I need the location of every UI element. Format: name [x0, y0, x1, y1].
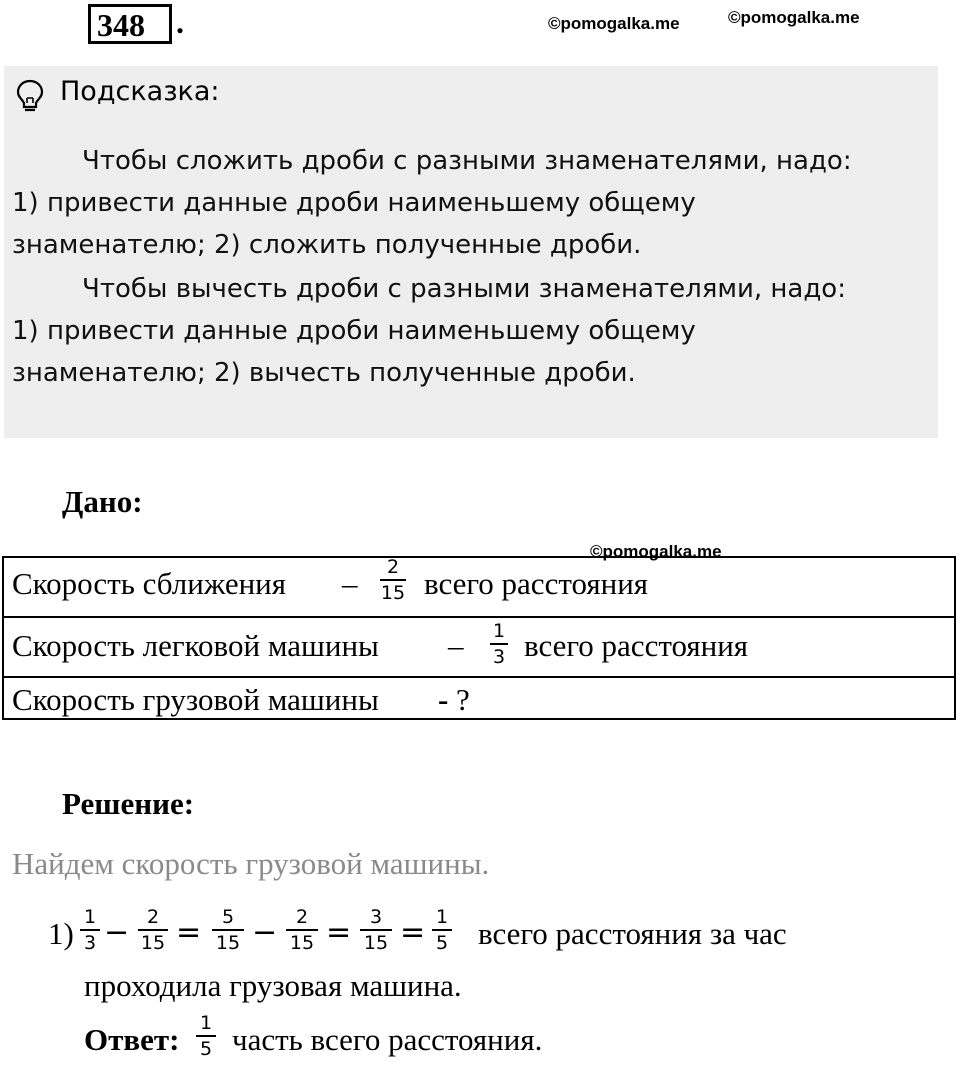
- hint-line: знаменателю; 2) вычесть полученные дроби.: [12, 358, 636, 388]
- fraction-numerator: 1: [199, 1012, 213, 1034]
- fraction-denominator: 15: [140, 932, 166, 954]
- given-row-1-dash: –: [342, 566, 358, 601]
- step-text-line-2: проходила грузовая машина.: [84, 968, 462, 1003]
- fraction-denominator: 5: [199, 1038, 213, 1060]
- solution-intro: Найдем скорость грузовой машины.: [12, 846, 490, 881]
- fraction-numerator: 2: [386, 556, 400, 578]
- given-row-3-unknown: ?: [456, 682, 470, 717]
- fraction-numerator: 1: [435, 906, 449, 928]
- fraction-bar: [286, 929, 318, 931]
- expr-operator: −: [104, 915, 130, 950]
- expr-fraction: [138, 906, 168, 954]
- fraction-numerator: 5: [221, 906, 235, 928]
- fraction-bar: [380, 579, 406, 581]
- watermark: ©pomogalka.me: [548, 14, 680, 33]
- answer-label: Ответ:: [84, 1022, 180, 1057]
- fraction-bar: [432, 929, 452, 931]
- hint-line: Чтобы сложить дроби с разными знаменателями, надо:: [82, 146, 852, 176]
- fraction-denominator: 3: [492, 646, 506, 668]
- fraction-numerator: 2: [295, 906, 309, 928]
- step-text-line-1: всего расстояния за час: [478, 916, 787, 951]
- hint-line: 1) привести данные дроби наименьшему общему: [12, 316, 696, 346]
- given-row-2-label: Скорость легковой машины: [12, 628, 379, 663]
- table-divider: [4, 676, 954, 678]
- expr-operator: =: [400, 915, 426, 950]
- answer-fraction: [196, 1012, 216, 1060]
- given-row-1-fraction: [380, 556, 406, 604]
- given-row-2-dash: –: [448, 628, 464, 663]
- expr-fraction: [360, 906, 392, 954]
- fraction-denominator: 5: [435, 932, 449, 954]
- fraction-numerator: 1: [83, 906, 97, 928]
- watermark: ©pomogalka.me: [728, 8, 860, 27]
- expr-fraction: [80, 906, 100, 954]
- fraction-bar: [80, 929, 100, 931]
- fraction-denominator: 15: [363, 932, 389, 954]
- hint-line: Чтобы вычесть дроби с разными знаменателями, надо:: [82, 274, 846, 304]
- fraction-denominator: 15: [289, 932, 315, 954]
- fraction-denominator: 3: [83, 932, 97, 954]
- expr-operator: =: [176, 915, 202, 950]
- fraction-numerator: 1: [492, 620, 506, 642]
- watermark: ©pomogalka.me: [590, 542, 722, 561]
- given-row-2-fraction: [490, 620, 508, 668]
- hint-line: 1) привести данные дроби наименьшему общему: [12, 188, 696, 218]
- table-divider: [4, 616, 954, 618]
- task-number-dot: .: [176, 4, 184, 40]
- expr-fraction: [212, 906, 244, 954]
- fraction-numerator: 2: [146, 906, 160, 928]
- lightbulb-icon: [14, 78, 46, 114]
- given-row-1-label: Скорость сближения: [12, 566, 287, 601]
- expr-operator: −: [252, 915, 278, 950]
- fraction-bar: [138, 929, 168, 931]
- hint-title: Подсказка:: [60, 76, 220, 107]
- fraction-bar: [212, 929, 244, 931]
- fraction-numerator: 3: [369, 906, 383, 928]
- answer-text: часть всего расстояния.: [232, 1022, 543, 1057]
- given-row-3-dash: -: [438, 682, 449, 717]
- fraction-bar: [490, 643, 508, 645]
- expr-fraction: [286, 906, 318, 954]
- task-number: 348: [88, 4, 172, 44]
- hint-line: знаменателю; 2) сложить полученные дроби.: [12, 230, 642, 260]
- given-heading: Дано:: [62, 484, 143, 519]
- given-row-1-text: всего расстояния: [424, 566, 649, 601]
- expr-fraction: [432, 906, 452, 954]
- fraction-bar: [196, 1035, 216, 1037]
- fraction-denominator: 15: [215, 932, 241, 954]
- step-label: 1): [48, 916, 74, 951]
- given-row-2-text: всего расстояния: [524, 628, 749, 663]
- fraction-bar: [360, 929, 392, 931]
- given-row-3-label: Скорость грузовой машины: [12, 682, 379, 717]
- expr-operator: =: [326, 915, 352, 950]
- fraction-denominator: 15: [380, 582, 406, 604]
- solution-heading: Решение:: [62, 786, 195, 821]
